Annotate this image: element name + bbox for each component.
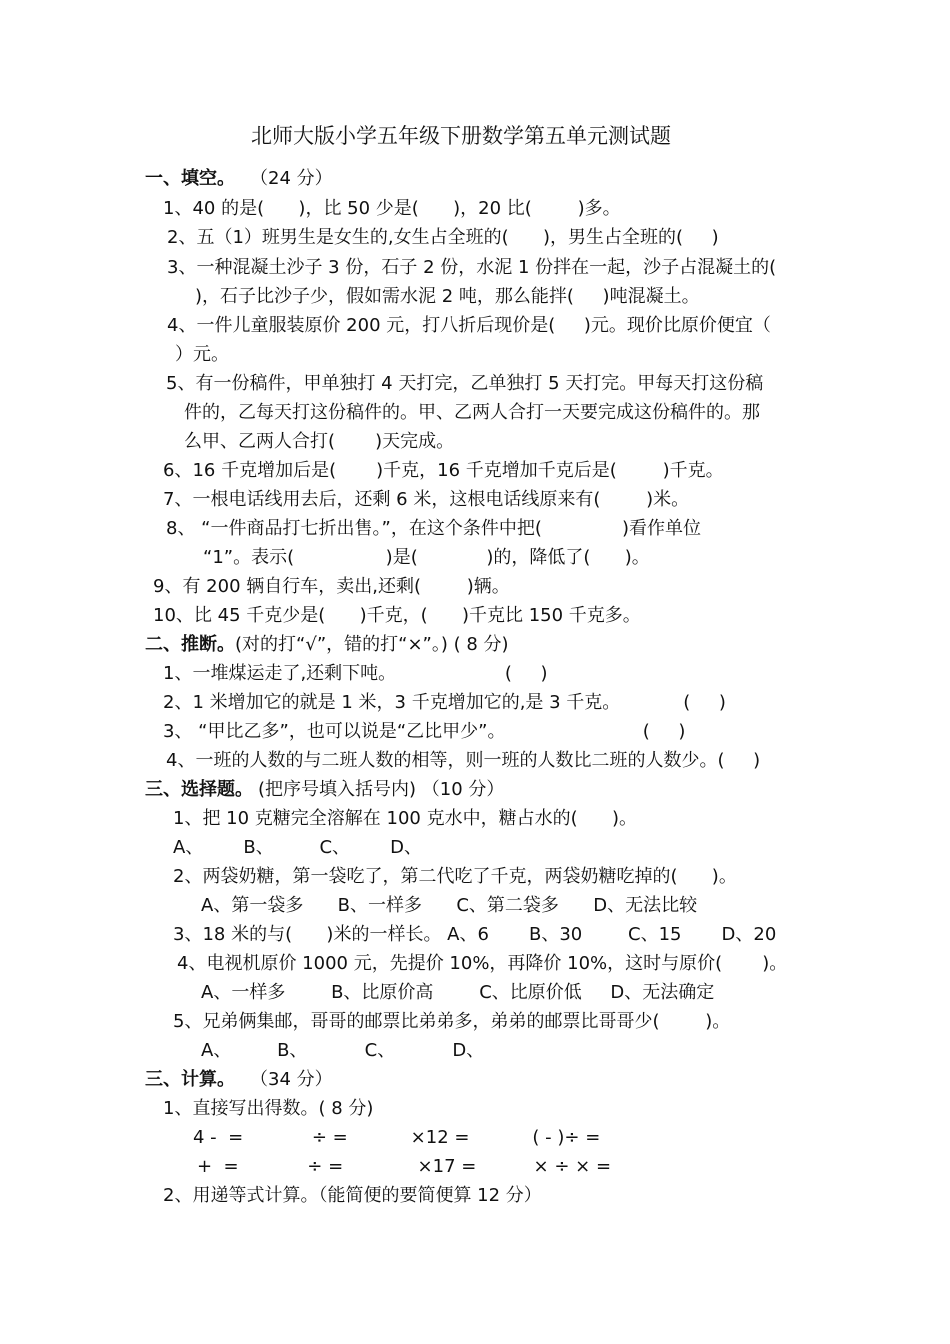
calculation-row: + = ÷ = ×17 = × ÷ × =: [197, 1156, 612, 1177]
question-line: 1、直接写出得数。( 8 分): [163, 1098, 374, 1119]
question-line: 4、一件儿童服装原价 200 元，打八折后现价是( )元。现价比原价便宜（: [167, 315, 771, 336]
question-line: 7、一根电话线用去后，还剩 6 米，这根电话线原来有( )米。: [163, 489, 690, 510]
page-title: 北师大版小学五年级下册数学第五单元测试题: [251, 124, 671, 148]
question-line: 5、兄弟俩集邮，哥哥的邮票比弟弟多，弟弟的邮票比哥哥少( )。: [173, 1011, 731, 1032]
question-line: )，石子比沙子少，假如需水泥 2 吨，那么能拌( )吨混凝土。: [195, 286, 700, 307]
section-3-heading: 三、选择题。: [145, 779, 253, 800]
question-line: 么甲、乙两人合打( )天完成。: [184, 431, 455, 452]
question-line: 2、1 米增加它的就是 1 米，3 千克增加它的,是 3 千克。 ( ): [163, 692, 726, 713]
section-4-score: （34 分）: [250, 1069, 333, 1090]
question-line: 2、用递等式计算。（能简便的要简便算 12 分）: [163, 1185, 542, 1206]
question-line: ）元。: [175, 344, 229, 365]
question-line: 8、 “一件商品打七折出售。”，在这个条件中把( )看作单位: [166, 518, 701, 539]
question-line: 1、一堆煤运走了,还剩下吨。 ( ): [163, 663, 548, 684]
question-line: 6、16 千克增加后是( )千克，16 千克增加千克后是( )千克。: [163, 460, 724, 481]
question-line: 3、 “甲比乙多”，也可以说是“乙比甲少”。 ( ): [163, 721, 686, 742]
section-2-heading: 二、推断。: [145, 634, 235, 655]
question-line: 件的，乙每天打这份稿件的。甲、乙两人合打一天要完成这份稿件的。那: [184, 402, 760, 423]
section-2-note: (对的打“√”，错的打“×”。) ( 8 分): [235, 634, 509, 655]
question-line: 1、40 的是( )，比 50 少是( )，20 比( )多。: [163, 198, 621, 219]
section-1-heading: 一、填空。: [145, 168, 235, 189]
question-line: 10、比 45 千克少是( )千克，( )千克比 150 千克多。: [153, 605, 641, 626]
question-line: 1、把 10 克糖完全溶解在 100 克水中，糖占水的( )。: [173, 808, 637, 829]
question-line: 4、电视机原价 1000 元，先提价 10%，再降价 10%，这时与原价( )。: [177, 953, 788, 974]
question-line: 9、有 200 辆自行车，卖出,还剩( )辆。: [153, 576, 510, 597]
answer-options: A、第一袋多 B、一样多 C、第二袋多 D、无法比较: [201, 895, 698, 916]
calculation-row: 4 - = ÷ = ×12 = ( - )÷ =: [193, 1127, 601, 1148]
question-line: 2、两袋奶糖，第一袋吃了，第二代吃了千克，两袋奶糖吃掉的( )。: [173, 866, 737, 887]
question-line: 4、一班的人数的与二班人数的相等，则一班的人数比二班的人数少。( ): [166, 750, 761, 771]
question-line: “1”。表示( )是( )的，降低了( )。: [203, 547, 650, 568]
question-line: 3、18 米的与( )米的一样长。 A、6 B、30 C、15 D、20: [173, 924, 777, 945]
answer-options: A、 B、 C、 D、: [173, 837, 422, 858]
section-3-note: (把序号填入括号内) （10 分）: [258, 779, 505, 800]
question-line: 3、一种混凝土沙子 3 份，石子 2 份，水泥 1 份拌在一起，沙子占混凝土的(: [167, 257, 777, 278]
answer-options: A、 B、 C、 D、: [201, 1040, 485, 1061]
answer-options: A、一样多 B、比原价高 C、比原价低 D、无法确定: [201, 982, 715, 1003]
section-1-score: （24 分）: [250, 168, 333, 189]
section-4-heading: 三、计算。: [145, 1069, 235, 1090]
question-line: 2、五（1）班男生是女生的,女生占全班的( )，男生占全班的( ): [167, 227, 719, 248]
question-line: 5、有一份稿件，甲单独打 4 天打完，乙单独打 5 天打完。甲每天打这份稿: [166, 373, 764, 394]
